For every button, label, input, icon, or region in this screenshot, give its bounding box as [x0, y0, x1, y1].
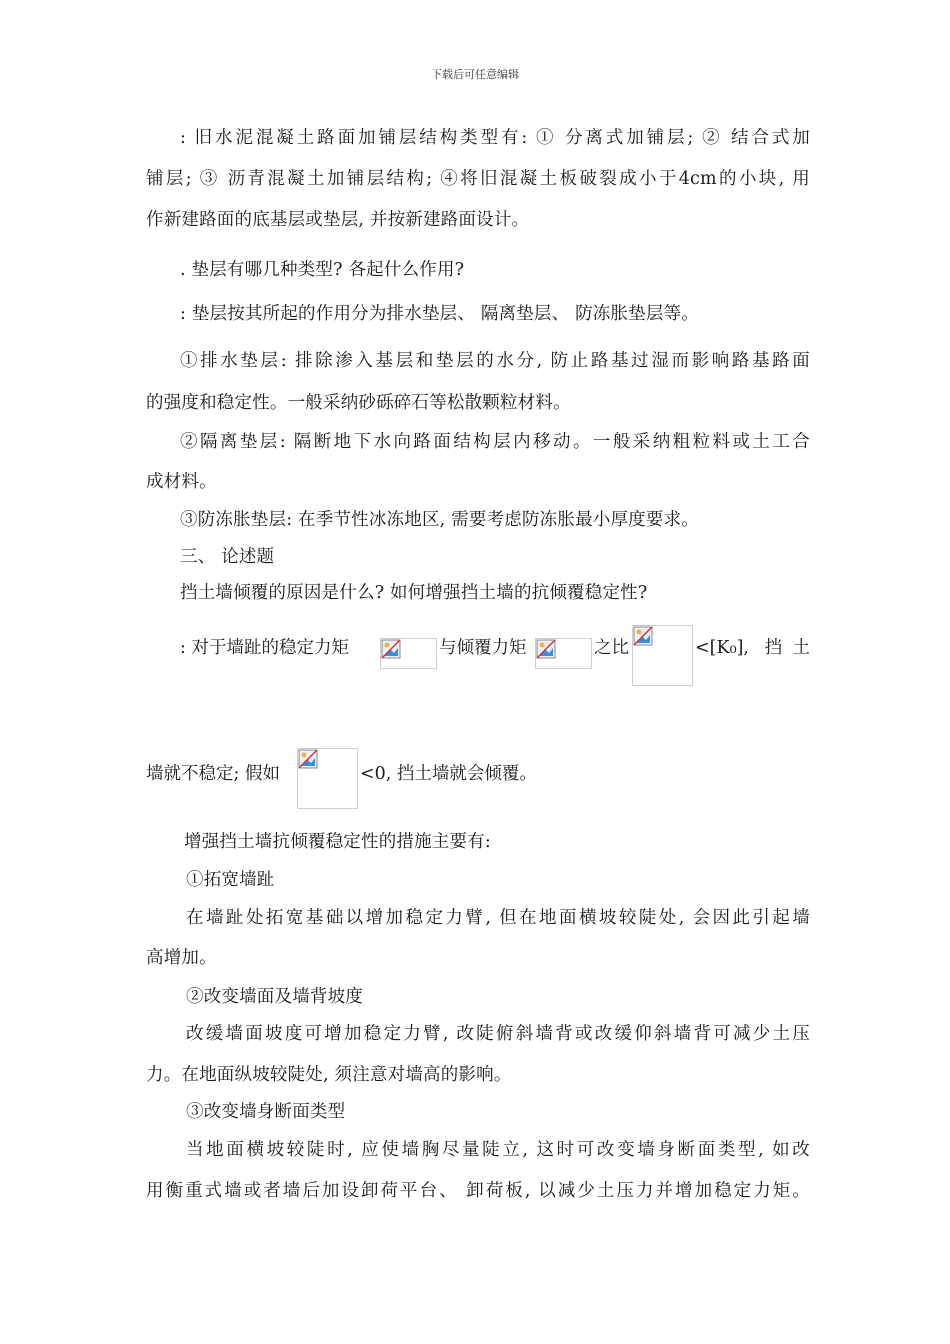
text-line: 力。在地面纵坡较陡处, 须注意对墙高的影响。	[146, 1065, 512, 1085]
page-header: 下载后可任意编辑	[431, 68, 519, 81]
formula-text: 之比	[594, 638, 629, 658]
text-line: 在墙趾处拓宽基础以增加稳定力臂, 但在地面横坡较陡处, 会因此引起墙	[186, 908, 810, 928]
section-heading: 三、 论述题	[180, 547, 275, 567]
list-item-heading: ①拓宽墙趾	[186, 870, 275, 890]
formula-text: 墙就不稳定; 假如	[146, 764, 280, 784]
formula-image-placeholder	[632, 625, 693, 686]
text-line: 改缓墙面坡度可增加稳定力臂, 改陡俯斜墙背或改缓仰斜墙背可减少土压	[186, 1024, 810, 1044]
formula-text: <0, 挡土墙就会倾覆。	[360, 764, 537, 784]
formula-image-placeholder	[297, 748, 358, 809]
text-line: 增强挡土墙抗倾覆稳定性的措施主要有:	[184, 832, 491, 852]
formula-text: : 对于墙趾的稳定力矩	[180, 638, 349, 658]
question-line: . 垫层有哪几种类型? 各起什么作用?	[180, 260, 465, 280]
list-item-heading: ②改变墙面及墙背坡度	[186, 987, 363, 1007]
text-line: ②隔离垫层: 隔断地下水向路面结构层内移动。一般采纳粗粒料或土工合	[180, 432, 810, 452]
broken-image-icon	[298, 749, 318, 769]
text-line: 的强度和稳定性。一般采纳砂砾碎石等松散颗粒材料。	[146, 393, 571, 413]
text-line: 当地面横坡较陡时, 应使墙胸尽量陡立, 这时可改变墙身断面类型, 如改	[186, 1140, 810, 1160]
broken-image-icon	[536, 639, 556, 659]
text-line: ①排水垫层: 排除渗入基层和垫层的水分, 防止路基过湿而影响路基路面	[180, 351, 810, 371]
question-line: 挡土墙倾覆的原因是什么? 如何增强挡土墙的抗倾覆稳定性?	[180, 583, 648, 603]
formula-text: <[K₀], 挡土	[695, 638, 810, 658]
formula-image-placeholder	[535, 638, 592, 669]
text-line: ③防冻胀垫层: 在季节性冰冻地区, 需要考虑防冻胀最小厚度要求。	[180, 510, 699, 530]
formula-text: 与倾覆力矩	[439, 638, 527, 658]
broken-image-icon	[381, 639, 401, 659]
text-line: : 垫层按其所起的作用分为排水垫层、 隔离垫层、 防冻胀垫层等。	[180, 304, 699, 324]
list-item-heading: ③改变墙身断面类型	[186, 1102, 346, 1122]
text-line: 用衡重式墙或者墙后加设卸荷平台、 卸荷板, 以减少土压力并增加稳定力矩。	[146, 1181, 810, 1201]
text-line: 作新建路面的底基层或垫层, 并按新建路面设计。	[146, 210, 530, 230]
text-line: 高增加。	[146, 948, 217, 968]
broken-image-icon	[633, 626, 653, 646]
text-line: 成材料。	[146, 472, 217, 492]
formula-image-placeholder	[380, 638, 437, 669]
text-line: : 旧水泥混凝土路面加铺层结构类型有: ① 分离式加铺层; ② 结合式加	[180, 128, 810, 148]
text-line: 铺层; ③ 沥青混凝土加铺层结构; ④将旧混凝土板破裂成小于4cm的小块, 用	[146, 169, 810, 189]
